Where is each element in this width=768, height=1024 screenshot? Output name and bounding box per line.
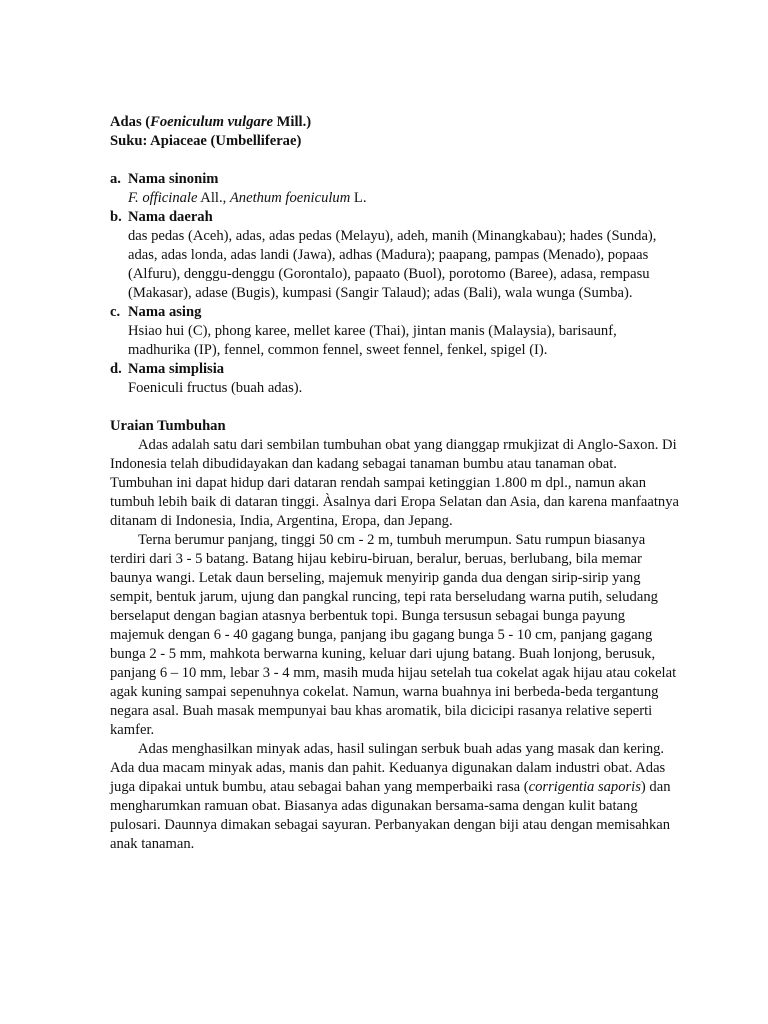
list-marker: b. <box>110 209 122 225</box>
foreign-names-text: Hsiao hui (C), phong karee, mellet karee (Thai), jintan manis (Malaysia), barisaunf, madhurika (IP), fennel, common fennel, sweet fennel, fenkel, spigel (I). <box>128 323 617 358</box>
spacer <box>110 398 680 417</box>
synonym-2: Anethum foeniculum <box>229 190 351 206</box>
simplicia-text: Foeniculi fructus (buah adas). <box>128 380 303 396</box>
paragraph-text: ) dan mengharumkan ramuan obat. Biasanya adas digunakan bersama-sama dengan kulit batang pulosari. Daunnya dimakan sebagai sayuran. Perbanyakan dengan biji atau dengan memisahkan anak tanaman. <box>110 779 671 852</box>
synonym-2-author: L. <box>350 190 367 206</box>
synonym-1: F. officinale <box>128 190 198 206</box>
list-item-synonym <box>110 170 680 208</box>
paragraph: Terna berumur panjang, tinggi 50 cm - 2 m, tumbuh merumpun. Satu rumpun biasanya terdiri dari 3 - 5 batang. Batang hijau kebiru-biruan, beralur, beruas, berlubang, bila memar baunya wangi. Letak daun berseling, majemuk menyirip ganda dua dengan sirip-sirip yang sempit, bentuk jarum, ujung dan pangkal runcing, tepi rata berseludang warna putih, seludang berselaput dengan bagian atasnya berbentuk topi. Bunga tersusun sebagai bunga payung majemuk dengan 6 - 40 gagang bunga, panjang ibu gagang bunga 5 - 10 cm, panjang gagang bunga 2 - 5 mm, mahkota berwarna kuning, keluar dari ujung batang. Buah lonjong, berusuk, panjang 6 – 10 mm, lebar 3 - 4 mm, masih muda hijau setelah tua cokelat agak hijau atau cokelat agak kuning sampai sepenuhnya cokelat. Namun, warna buahnya ini berbeda-beda tergantung negara asal. Buah masak mempunyai bau khas aromatik, bila dicicipi rasanya relative seperti kamfer. <box>110 532 677 738</box>
synonym-text <box>128 189 680 208</box>
foreign-names-heading: Nama asing <box>128 304 202 320</box>
list-item-regional-names <box>110 208 680 303</box>
regional-names-text: das pedas (Aceh), adas, adas pedas (Melayu), adeh, manih (Minangkabau); hades (Sunda), adas, adas londa, adas landi (Jawa), adhas (Madura); paapang, pampas (Menado), popaas (Alfuru), denggu-denggu (Gorontalo), papaato (Buol), porotomo (Baree), adasa, rempasu (Makasar), adase (Bugis), kumpasi (Sangir Talaud); adas (Bali), wala wunga (Sumba). <box>128 228 657 301</box>
list-marker: d. <box>110 361 122 377</box>
plant-family: Suku: Apiaceae (Umbelliferae) <box>110 133 302 149</box>
list-marker: a. <box>110 171 121 187</box>
document-page <box>110 113 680 854</box>
paragraph-text: Adas menghasilkan minyak adas, hasil sulingan serbuk buah adas yang masak dan kering. Ada dua macam minyak adas, manis dan pahit. Keduanya digunakan dalam industri obat. Adas juga dipakai untuk bumbu, atau sebagai bahan yang memperbaiki rasa ( <box>110 741 666 795</box>
spacer <box>110 151 680 170</box>
section-heading: Uraian Tumbuhan <box>110 418 226 434</box>
simplicia-heading: Nama simplisia <box>128 361 225 377</box>
regional-names-heading: Nama daerah <box>128 209 213 225</box>
list-item-foreign-names <box>110 303 680 360</box>
title-species: Foeniculum vulgare <box>150 114 273 130</box>
paragraph: Adas adalah satu dari sembilan tumbuhan obat yang dianggap rmukjizat di Anglo-Saxon. Di Indonesia telah dibudidayakan dan kadang sebagai tanaman bumbu atau tanaman obat. Tumbuhan ini dapat hidup dari dataran rendah sampai ketinggian 1.800 m dpl., namun akan tumbuh lebih baik di dataran tinggi. Àsalnya dari Eropa Selatan dan Asia, dan karena manfaatnya ditanam di Indonesia, India, Argentina, Eropa, dan Jepang. <box>110 437 679 529</box>
synonym-heading: Nama sinonim <box>128 171 219 187</box>
paragraph-italic: corrigentia saporis <box>528 779 641 795</box>
title-suffix: Mill.) <box>272 114 312 130</box>
paragraph <box>110 740 680 854</box>
list-item-simplicia <box>110 360 680 398</box>
list-marker: c. <box>110 304 121 320</box>
title-prefix: Adas ( <box>110 114 151 130</box>
synonym-1-author: All., <box>197 190 230 206</box>
plant-title <box>110 113 680 132</box>
